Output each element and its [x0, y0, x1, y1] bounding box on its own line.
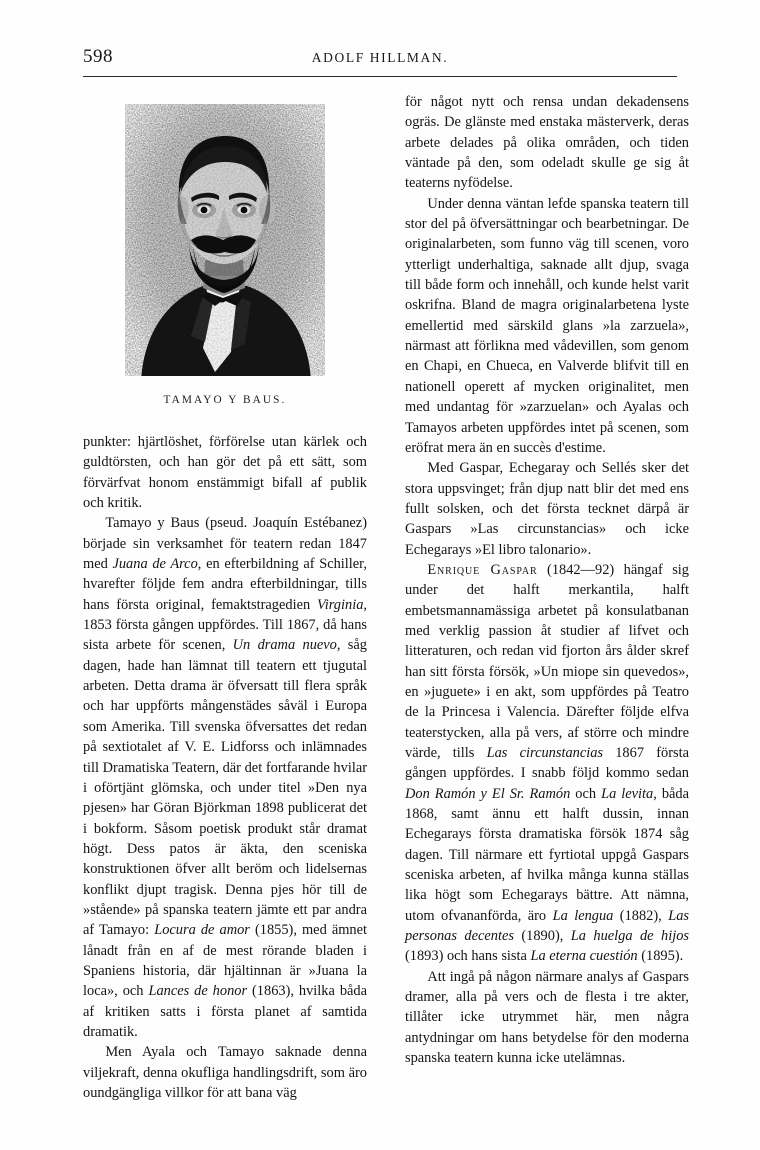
- portrait-figure: [83, 92, 367, 406]
- text-run: och: [570, 785, 602, 802]
- text-run: (1882),: [613, 907, 669, 924]
- page-folio-number: 598: [83, 46, 113, 67]
- right_column-paragraph: [405, 458, 689, 560]
- right_column-paragraph: [405, 194, 689, 458]
- text-run: Under denna väntan lefde spanska teatern till stor del på öfversättningar och bearbetningar. De originalarbeten, som funno väg till scenen, voro ytterligt underhaltiga, saknade allt djup, svaga till både form och innehåll, och kunde helst varit oskrifna. Bland de magra originalarbetena lyste emellertid med särskild glans »la zarzuela», närmast att förlikna med vådevillen, som genom en Chapi, en Chueca, en Valverde blifvit till en nationell operett af mycken originalitet, men med undantag för »zarzuelan» och Ayalas och Tamayos arbeten uppfördes intet på scenen, som eröfrat mera än en succès d'estime.: [405, 195, 689, 456]
- text-run: (1863), hvilka båda af kritiken satts i första planet af samtida dramatik.: [83, 983, 367, 1040]
- text-run: (1893) och hans sista: [405, 948, 531, 965]
- text-run: (1855), med ämnet lånadt från en af de mest rörande bladen i Spaniens historia, där hjältinnan är »Juana la loca», och: [83, 922, 367, 1000]
- italic-title-run: La huelga de hijos: [570, 928, 689, 945]
- italic-title-run: La eterna cuestión: [530, 948, 638, 965]
- text-run: punkter: hjärtlöshet, förförelse utan kärlek och guldtörsten, och han gör det på ett sätt, som förvärfvat honom enstämmigt bifall af publik och kritik.: [83, 434, 367, 512]
- text-run: Att ingå på någon närmare analys af Gaspars dramer, alla på vers och de flesta i tre akter, tillåter icke utrymmet här, men några antydningar om hans betydelse för den moderna spanska teatern kunna icke utelämnas.: [405, 968, 689, 1067]
- text-run: 1867 första gången uppfördes. I snabb följd kommo sedan: [405, 745, 690, 782]
- text-run: för något nytt och rensa undan dekadensens ogräs. De glänste med enstaka mästerverk, deras arbete delades på olika områden, och tiden väntade på den, som odeladt skulle ge sig åt teaterns nyfödelse.: [405, 94, 689, 192]
- text-run: Med Gaspar, Echegaray och Sellés sker det stora uppsvinget; från djup natt blir det med ens fullt solsken, och det första tecknet därpå är Gaspars »Las circunstancias» och icke Echegarays »El libro talonario».: [405, 460, 689, 558]
- italic-title-run: Un drama nuevo: [232, 637, 337, 654]
- right-column-text: [405, 92, 689, 1069]
- left_column-paragraph: [83, 432, 367, 513]
- text-run: (1890),: [513, 928, 571, 945]
- italic-title-run: Locura de amor: [154, 922, 250, 939]
- running-head: [83, 46, 677, 76]
- italic-title-run: Las circunstancias: [486, 745, 604, 761]
- right_column-paragraph: [405, 560, 689, 967]
- text-run: Tamayo y Baus (pseud. Joaquín Estébanez) började sin verksamhet för teatern redan 1847 med: [83, 515, 367, 573]
- header-divider-rule: [83, 76, 677, 77]
- text-run: , såg dagen, hade han lämnat till teatern ett tjugutal arbeten. Detta drama är öfversatt till flera språk och har uppförts mångenstädes såväl i Europa som Amerika. Till svenska öfversattes det redan på sextiotalet af V. E. Lidforss och inlämnades till Dramatiska Teatern, där det fortfarande hvilar i oförtjänt glömska, och under titel »Den nya pjesen» har Göran Björkman 1898 publicerat det i bokform. Såsom poetisk produkt står dramat högt. Dess patos är äkta, den sceniska konstruktionen öfver allt beröm och lidelsernas konflikt djupt tragisk. Denna pjes hör till de »stående» på spanska teatern jämte ett par andra af Tamayo:: [83, 637, 367, 939]
- text-run: , båda 1868, samt ännu ett halft dussin, innan Echegarays första dramatiska försök 1874 såg dagen. Till närmare ett fyrtiotal uppgå Gaspars sceniska arbeten, af hvilka många kunna ställas lika högt som Echegarays bättre. Att nämna, utom ofvananförda, äro: [405, 785, 689, 924]
- left_column-paragraph: [83, 513, 367, 1042]
- running-head-title: ADOLF HILLMAN.: [311, 50, 449, 65]
- small-caps-name-run: Enrique Gaspar: [427, 561, 538, 578]
- italic-title-run: La lengua: [552, 907, 614, 924]
- italic-title-run: La levita: [601, 785, 654, 802]
- text-run: , en efterbildning af Schiller, hvarefter följde fem andra efterbildningar, tills hans första original, femaktstragedien: [83, 556, 367, 613]
- italic-title-run: Lances de honor: [148, 983, 248, 1000]
- text-run: , 1853 första gången uppfördes. Till 1867, då hans sista arbete för scenen,: [83, 596, 367, 654]
- text-run: Men Ayala och Tamayo saknade denna viljekraft, denna okufliga handlingsdrift, som äro oundgängliga villkor för att bana väg: [83, 1044, 367, 1101]
- left_column-paragraph: [83, 1042, 367, 1103]
- italic-title-run: Juana de Arco: [112, 556, 198, 573]
- portrait-illustration-graphic: [119, 100, 331, 380]
- portrait-caption: TAMAYO Y BAUS.: [163, 394, 287, 406]
- italic-title-run: Virginia: [317, 596, 364, 613]
- right_column-paragraph: [405, 967, 689, 1069]
- italic-title-run: Las personas decentes: [405, 907, 689, 945]
- left-column-text: [83, 432, 367, 1103]
- right_column-paragraph: [405, 92, 689, 194]
- italic-title-run: Don Ramón y El Sr. Ramón: [405, 785, 571, 802]
- portrait-engraving: [119, 100, 331, 380]
- text-run: (1842—92) hängaf sig under det halft merkantila, halft embetsmannamässiga arbetet på konsulatbanan med verklig passion åt studier af lifvet och litteraturen, och redan vid fjorton års ålder skref han sitt första försök, »Un miope sin quevedos», en »juguete» i en akt, som uppfördes på Teatro de la Princesa i Valencia. Därefter följde elfva teaterstycken, alla på vers, af större och mindre värde, tills: [405, 561, 689, 761]
- text-run: (1895).: [637, 948, 684, 965]
